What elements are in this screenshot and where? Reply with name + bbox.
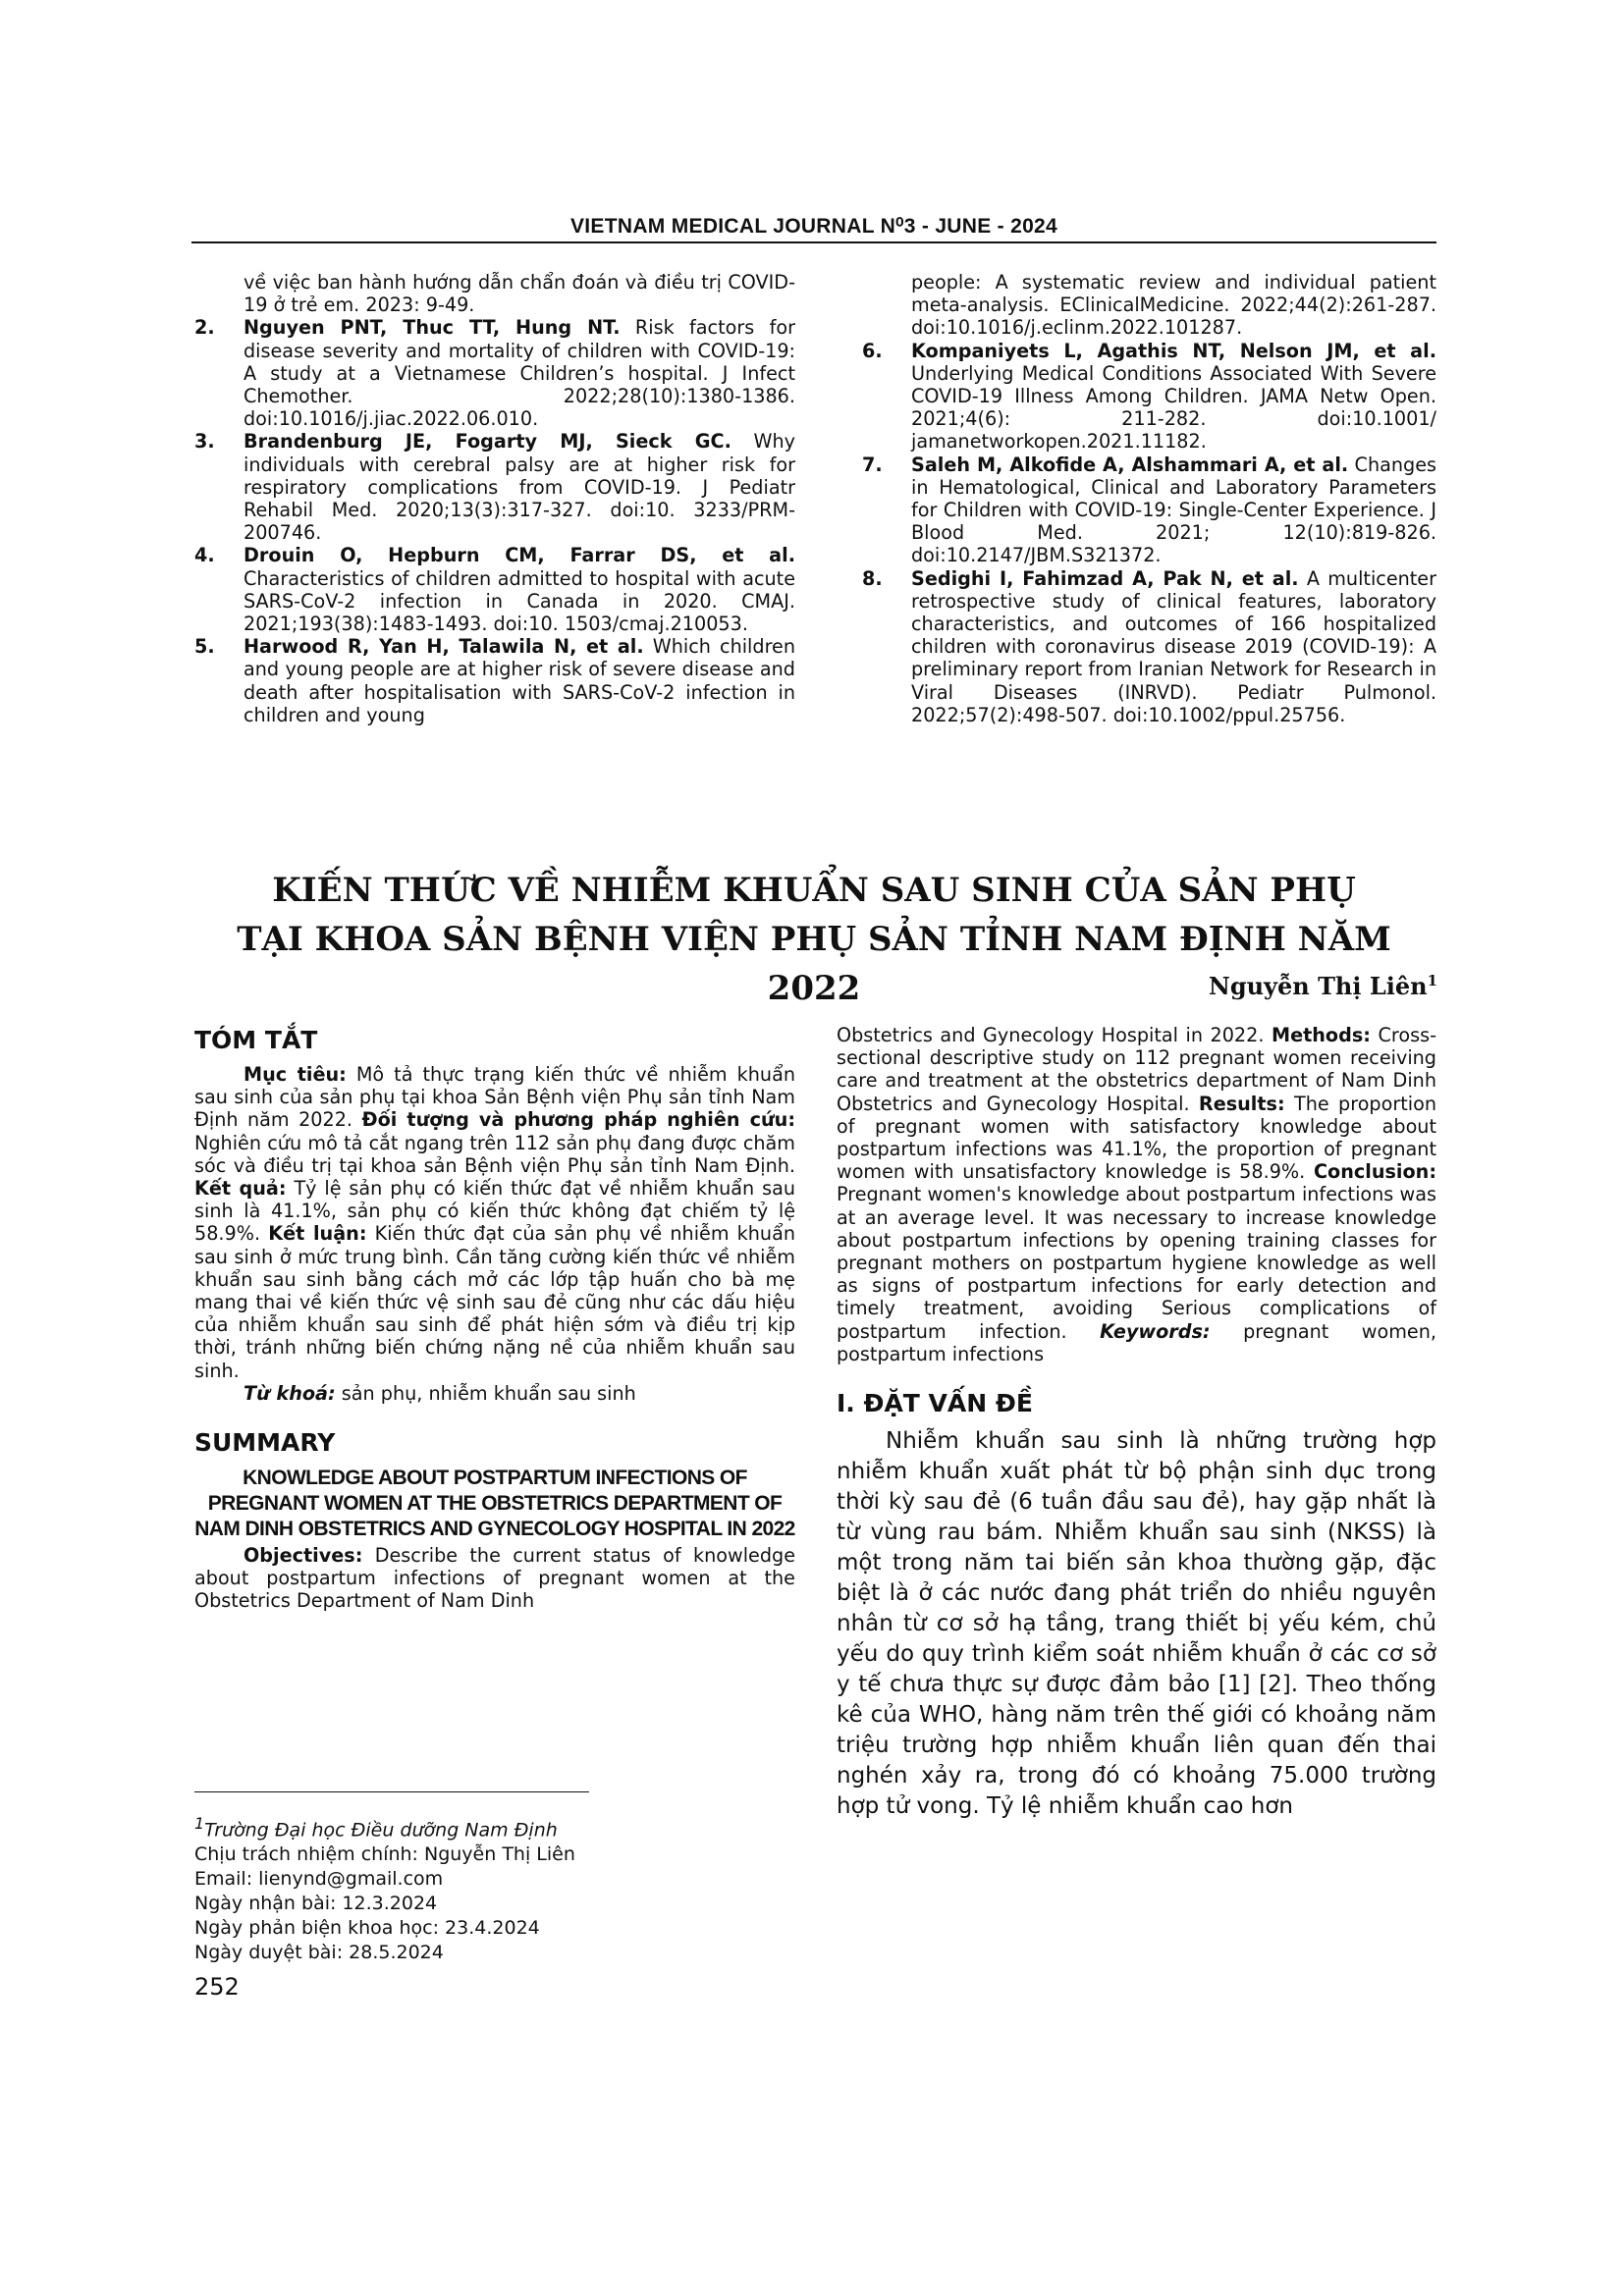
section-heading: I. ĐẶT VẤN ĐỀ <box>837 1389 1033 1418</box>
methods-text-en: Cross-sectional descriptive study on 112 pregnant women receiving care and treatment at the obstetrics department of Nam Dinh Obstetrics and Gynecology Hospital. <box>837 1024 1436 1115</box>
keywords-text-en: pregnant women, postpartum infections <box>837 1319 1436 1365</box>
reference-authors: Saleh M, Alkofide A, Alshammari A, et al. <box>911 453 1349 476</box>
reference-item <box>862 567 1436 726</box>
references-left-column <box>194 271 795 726</box>
conclusion-label-en: Conclusion: <box>1313 1160 1436 1184</box>
keywords-label-en: Keywords: <box>1100 1319 1211 1343</box>
abstract-vi-heading: TÓM TẮT <box>194 1026 318 1054</box>
reference-text: Why individuals with cerebral palsy are at higher risk for respiratory complications from COVID-19. J Pediatr Rehabil Med. 2020;13(3):317-327. doi:10. 3233/PRM-200746. <box>244 430 796 545</box>
footnote-accepted: Ngày duyệt bài: 28.5.2024 <box>194 1942 444 1964</box>
summary-heading: SUMMARY <box>194 1428 336 1458</box>
abstract-left-column <box>194 1024 795 1613</box>
reference-number: 2. <box>194 316 215 340</box>
reference-authors: Drouin O, Hepburn CM, Farrar DS, et al. <box>244 544 795 567</box>
reference-number: 8. <box>862 566 883 590</box>
page-number: 252 <box>194 1973 240 2001</box>
reference-item <box>862 340 1436 454</box>
footnote <box>194 1811 795 1965</box>
conclusion-text: Kiến thức đạt của sản phụ về nhiễm khuẩn sau sinh ở mức trung bình. Cần tăng cường kiến thức về nhiễm khuẩn sau sinh bằng cách mở các lớp tập huấn cho bà mẹ mang thai về kiến thức vệ sinh sau đẻ cũng như các dấu hiệu của nhiễm khuẩn sau sinh để phát hiện sớm và điều trị kịp thời, tránh những biến chứng nặng nề của nhiễm khuẩn sau sinh. <box>194 1222 796 1382</box>
affiliation-text: Trường Đại học Điều dưỡng Nam Định <box>204 1819 558 1842</box>
keywords-label: Từ khoá: <box>244 1381 336 1405</box>
reference-text: Changes in Hematological, Clinical and Laboratory Parameters for Children with COVID-19: Single-Center Experience. J Blood Med. 2021; 12(10):819-826. doi:10.2147/JBM.S321372. <box>911 453 1436 567</box>
footnote-responsible: Chịu trách nhiệm chính: Nguyễn Thị Liên <box>194 1843 575 1866</box>
header-rule <box>191 241 1436 243</box>
objectives-label: Objectives: <box>244 1544 363 1568</box>
reference-number: 4. <box>194 544 215 567</box>
reference-number: 7. <box>862 453 883 476</box>
references-right-column <box>862 271 1436 726</box>
footnote-received: Ngày nhận bài: 12.3.2024 <box>194 1893 438 1915</box>
results-text-en: The proportion of pregnant women with satisfactory knowledge about postpartum infections was 41.1%, the proportion of pregnant women with unsatisfactory knowledge is 58.9%. <box>837 1092 1436 1184</box>
reference-continuation: về việc ban hành hướng dẫn chẩn đoán và điều trị COVID-19 ở trẻ em. 2023: 9-49. <box>244 271 795 317</box>
methods-label: Đối tượng và phương pháp nghiên cứu: <box>361 1108 795 1132</box>
footnote-rule <box>194 1791 589 1792</box>
reference-number: 6. <box>862 339 883 362</box>
abstract-vi-keywords <box>194 1382 795 1405</box>
reference-text: Risk factors for disease severity and mortality of children with COVID-19: A study at a Vietnamese Children’s hospital. J Infect Chemother. 2022;28(10):1380-1386. doi:10.1016/j.jiac.2022.06.010. <box>244 316 795 431</box>
reference-number: 3. <box>194 430 215 454</box>
reference-item <box>194 316 795 430</box>
reference-continuation: people: A systematic review and individual patient meta-analysis. EClinicalMedicine. 2022;44(2):261-287. doi:10.1016/j.eclinm.2022.101287. <box>911 271 1436 340</box>
abstract-vi-text <box>194 1063 795 1382</box>
results-label: Kết quả: <box>194 1177 287 1201</box>
reference-text: A multicenter retrospective study of clinical features, laboratory characteristics, and outcomes of 166 hospitalized children with coronavirus disease 2019 (COVID-19): A preliminary report from Iranian Network for Research in Viral Diseases (INRVD). Pediatr Pulmonol. 2022;57(2):498-507. doi:10.1002/ppul.25756. <box>911 566 1437 726</box>
objectives-text: Describe the current status of knowledge about postpartum infections of pregnant women at the Obstetrics Department of Nam Dinh <box>194 1544 795 1613</box>
objectives-continued: Obstetrics and Gynecology Hospital in 2022. <box>837 1024 1272 1046</box>
article-title-line: TẠI KHOA SẢN BỆNH VIỆN PHỤ SẢN TỈNH NAM ĐỊNH NĂM 2022 <box>237 920 1391 1008</box>
reference-item <box>194 544 795 635</box>
footnote-reviewed: Ngày phản biện khoa học: 23.4.2024 <box>194 1917 540 1940</box>
footnote-marker: 1 <box>194 1814 205 1833</box>
keywords-text: sản phụ, nhiễm khuẩn sau sinh <box>335 1381 636 1405</box>
reference-text: Underlying Medical Conditions Associated With Severe COVID-19 Illness Among Children. JAMA Netw Open. 2021;4(6): 211-282. doi:10.1001/ jamanetworkopen.2021.11182. <box>911 361 1436 454</box>
reference-authors: Kompaniyets L, Agathis NT, Nelson JM, et al. <box>911 339 1436 362</box>
results-text: Tỷ lệ sản phụ có kiến thức đạt về nhiễm khuẩn sau sinh là 41.1%, sản phụ có kiến thức không đạt chiếm tỷ lệ 58.9%. <box>194 1177 795 1246</box>
reference-authors: Harwood R, Yan H, Talawila N, et al. <box>244 635 644 659</box>
footnote-email: Email: lienynd@gmail.com <box>194 1868 444 1891</box>
author-name: Nguyễn Thị Liên <box>1208 972 1428 1000</box>
reference-authors: Brandenburg JE, Fogarty MJ, Sieck GC. <box>244 430 731 454</box>
reference-item <box>862 454 1436 567</box>
abstract-right-column <box>837 1024 1436 1822</box>
reference-authors: Nguyen PNT, Thuc TT, Hung NT. <box>244 316 621 340</box>
footnote-affiliation <box>194 1811 795 1842</box>
journal-header: VIETNAM MEDICAL JOURNAL N⁰3 - JUNE - 2024 <box>569 215 1058 238</box>
reference-item <box>194 635 795 726</box>
reference-text: Characteristics of children admitted to hospital with acute SARS-CoV-2 infection in Canada in 2020. CMAJ. 2021;193(38):1483-1493. doi:10. 1503/cmaj.210053. <box>244 566 795 636</box>
conclusion-text-en: Pregnant women's knowledge about postpartum infections was at an average level. It was necessary to increase knowledge about postpartum infections by opening training classes for pregnant mothers on postpartum hygiene knowledge as well as signs of postpartum infections for early detection and timely treatment, avoiding Serious complications of postpartum infection. <box>837 1183 1436 1343</box>
article-title-line: KIẾN THỨC VỀ NHIỄM KHUẨN SAU SINH CỦA SẢN PHỤ <box>272 871 1356 910</box>
methods-label-en: Methods: <box>1271 1024 1371 1046</box>
summary-text-continued <box>837 1024 1436 1365</box>
author-affiliation-marker: 1 <box>1427 972 1437 989</box>
methods-text: Nghiên cứu mô tả cắt ngang trên 112 sản phụ đang được chăm sóc và điều trị tại khoa sản Bệnh viện Phụ sản tỉnh Nam Định. <box>194 1131 795 1177</box>
objective-text: Mô tả thực trạng kiến thức về nhiễm khuẩn sau sinh của sản phụ tại khoa Sản Bệnh viện Phụ sản tỉnh Nam Định năm 2022. <box>194 1063 795 1132</box>
summary-title: KNOWLEDGE ABOUT POSTPARTUM INFECTIONS OF PREGNANT WOMEN AT THE OBSTETRICS DEPARTMENT OF NAM DINH OBSTETRICS AND GYNECOLOGY HOSPITAL IN 2022 <box>194 1467 795 1541</box>
reference-authors: Sedighi I, Fahimzad A, Pak N, et al. <box>911 566 1299 590</box>
article-author <box>1209 972 1437 1000</box>
results-label-en: Results: <box>1198 1092 1285 1115</box>
summary-text-start <box>194 1544 795 1613</box>
reference-item <box>194 430 795 544</box>
conclusion-label: Kết luận: <box>268 1222 367 1246</box>
section-body-text: Nhiễm khuẩn sau sinh là những trường hợp nhiễm khuẩn xuất phát từ bộ phận sinh dục trong thời kỳ sau đẻ (6 tuần đầu sau đẻ), hay gặp nhất là từ vùng rau bám. Nhiễm khuẩn sau sinh (NKSS) là một trong năm tai biến sản khoa thường gặp, đặc biệt là ở các nước đang phát triển do nhiều nguyên nhân từ cơ sở hạ tầng, trang thiết bị yếu kém, chủ yếu do quy trình kiểm soát nhiễm khuẩn ở các cơ sở y tế chưa thực sự được đảm bảo [1] [2]. Theo thống kê của WHO, hàng năm trên thế giới có khoảng năm triệu trường hợp nhiễm khuẩn liên quan đến thai nghén xảy ra, trong đó có khoảng 75.000 trường hợp tử vong. Tỷ lệ nhiễm khuẩn cao hơn <box>837 1428 1436 1820</box>
reference-number: 5. <box>194 635 215 659</box>
reference-text: Which children and young people are at higher risk of severe disease and death after hospitalisation with SARS-CoV-2 infection in children and young <box>244 635 796 726</box>
objective-label: Mục tiêu: <box>244 1063 347 1086</box>
